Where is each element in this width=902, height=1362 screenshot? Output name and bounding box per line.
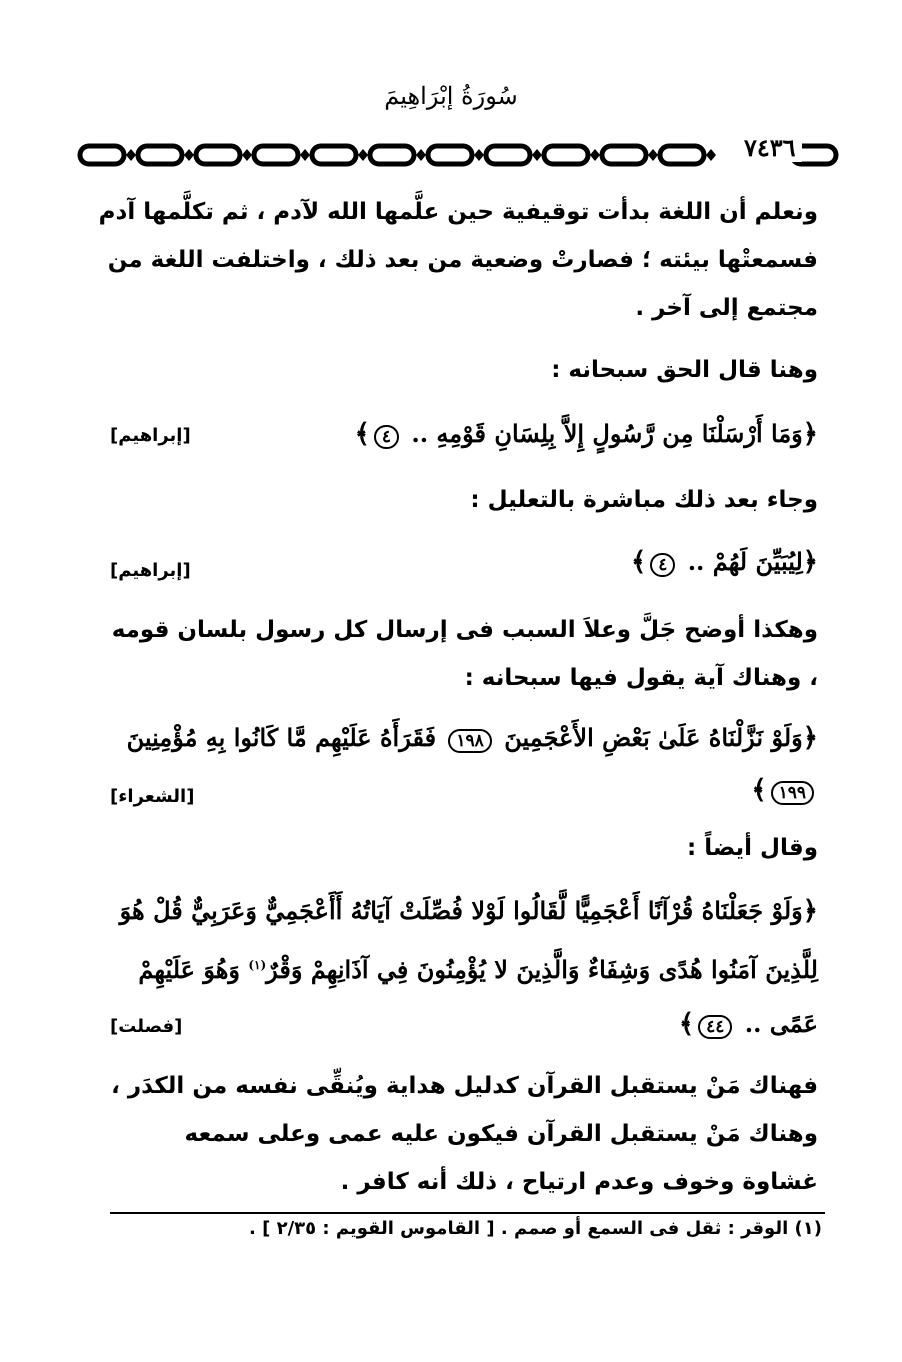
bracket-open: ﴿ (802, 547, 818, 577)
paragraph-6: فهناك مَنْ يستقبل القرآن كدليل هداية ويُنقِّى نفسه من الكدَر ، وهناك مَنْ يستقبل القرآن فيكون عليه عمى وعلى سمعه غشاوة وخوف وعدم ارتياح ، ذلك أنه كافر . (111, 1073, 818, 1195)
bracket-close: ﴾ (630, 547, 647, 577)
page-number: ٧٤٣٦ (738, 133, 802, 162)
verse-text: فَقَرَأَهُ عَلَيْهِم مَّا كَانُوا بِهِ مُؤْمِنِينَ (126, 723, 437, 752)
bracket-open: ﴿ (802, 419, 818, 449)
footnote-divider (110, 1212, 825, 1214)
surah-reference-2: [إبراهيم] (110, 560, 191, 581)
bracket-open: ﴿ (802, 896, 818, 926)
paragraph-1: ونعلم أن اللغة بدأت توقيفية حين علَّمها الله لآدم ، ثم تكلَّمها آدم فسمعتْها بيئته ؛ فصارتْ وضعية من بعد ذلك ، واختلفت اللغة من مجتمع إلى آخر . (98, 199, 818, 321)
verse-number-badge: ٤٤ (698, 1015, 732, 1039)
footnote: (١) الوقر : ثقل فى السمع أو صمم . [ القاموس القويم : ٢/٣٥ ] . (248, 1218, 822, 1239)
verse-number-badge: ٤ (650, 553, 675, 577)
bracket-close: ﴾ (354, 419, 370, 449)
ornamental-header-border (76, 140, 846, 170)
verse-text: وَهُوَ عَلَيْهِمْ (138, 955, 240, 984)
surah-reference-4: [فصلت] (110, 1016, 183, 1037)
surah-title: سُورَةُ إبْرَاهِيمَ (384, 82, 518, 110)
quran-verse-2 (631, 536, 818, 588)
quran-verse-3 (98, 712, 818, 816)
verse-text: هُوَ لِلَّذِينَ آمَنُوا هُدًى وَشِفَاءٌ وَالَّذِينَ لا يُؤْمِنُونَ فِي آذَانِهِمْ وَقْرٌ (119, 896, 818, 984)
verse-number-badge: ٤ (374, 425, 399, 449)
verse-text: وَلَوْ نَزَّلْنَاهُ عَلَىٰ بَعْضِ الأَعْجَمِينَ (504, 723, 803, 752)
verse-text: وَمَا أَرْسَلْنَا مِن رَّسُولٍ إِلاَّ بِلِسَانِ قَوْمِهِ .. (411, 419, 803, 448)
bracket-close: ﴾ (678, 1009, 695, 1039)
verse-number-badge: ١٩٩ (771, 781, 814, 805)
surah-reference-1: [إبراهيم] (110, 425, 191, 446)
verse-text: لِيُبَيِّنَ لَهُمْ .. (687, 547, 803, 576)
bracket-close: ﴾ (751, 775, 767, 805)
surah-reference-3: [الشعراء] (110, 786, 195, 807)
footnote-marker: (١) (248, 958, 267, 972)
quran-verse-1 (355, 408, 818, 460)
bracket-open: ﴿ (802, 723, 818, 753)
verse-number-badge: ١٩٨ (448, 729, 491, 753)
paragraph-3: وجاء بعد ذلك مباشرة بالتعليل : (470, 487, 818, 513)
verse-text: عَمًى .. (744, 1009, 818, 1038)
verse-text: وَلَوْ جَعَلْنَاهُ قُرْآنًا أَعْجَمِيًّا لَّقَالُوا لَوْلا فُصِّلَتْ آيَاتُهُ أَأَعْجَمِيٌّ وَعَرَبِيٌّ قُلْ (153, 896, 803, 925)
paragraph-4: وهكذا أوضح جَلَّ وعلاَ السبب فى إرسال كل رسول بلسان قومه ، وهناك آية يقول فيها سبحانه : (111, 617, 818, 691)
quran-verse-4 (98, 884, 818, 1051)
paragraph-2: وهنا قال الحق سبحانه : (551, 357, 818, 383)
paragraph-5: وقال أيضاً : (687, 835, 818, 861)
